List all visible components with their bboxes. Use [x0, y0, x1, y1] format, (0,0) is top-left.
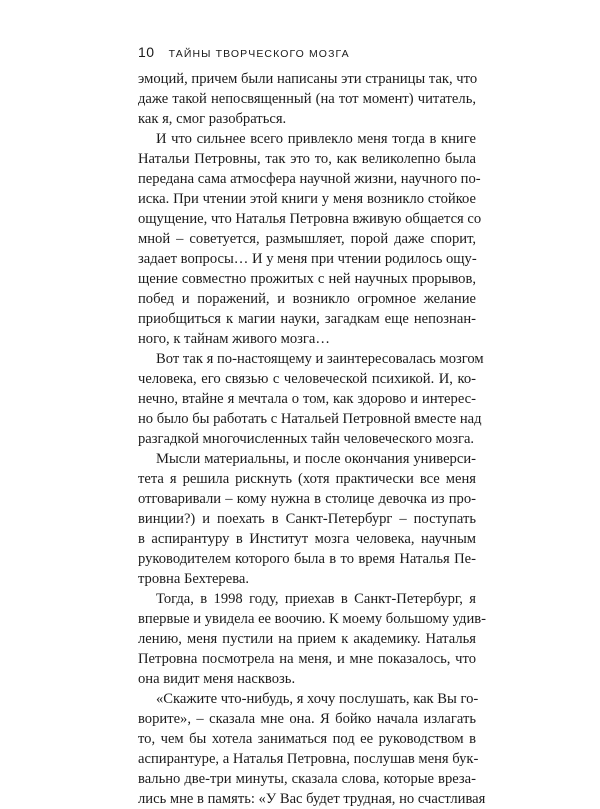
text-line: побед и поражений, и возникло огромное желание — [138, 291, 476, 307]
running-head-title: ТАЙНЫ ТВОРЧЕСКОГО МОЗГА — [168, 48, 350, 60]
running-head — [138, 44, 350, 60]
text-line: эмоций, причем были написаны эти страницы так, что — [138, 71, 478, 87]
text-line: тета я решила рискнуть (хотя практически все меня — [138, 471, 476, 487]
text-line: то, чем бы хотела заниматься под ее руководством в — [138, 731, 476, 747]
text-line: как я, смог разобраться. — [138, 111, 287, 127]
text-line: Мысли материальны, и после окончания универси- — [156, 451, 476, 467]
text-line: «Скажите что-нибудь, я хочу послушать, как Вы го- — [156, 691, 479, 707]
text-line: разгадкой многочисленных тайн человеческого мозга. — [138, 431, 475, 447]
text-line: ного, к тайнам живого мозга… — [138, 331, 330, 347]
text-line: иска. При чтении этой книги у меня возникло стойкое — [138, 191, 476, 207]
text-line: она видит меня насквозь. — [138, 671, 296, 687]
text-line: И что сильнее всего привлекло меня тогда в книге — [156, 131, 476, 147]
text-line: лению, меня пустили на прием к академику. Наталья — [138, 631, 476, 647]
text-line: лись мне в память: «У Вас будет трудная, но счастливая — [138, 791, 486, 807]
text-line: Вот так я по-настоящему и заинтересовалась мозгом — [156, 351, 484, 367]
text-line: Натальи Петровны, так это то, как великолепно была — [138, 151, 476, 167]
text-line: тровна Бехтерева. — [138, 571, 250, 587]
text-line: человека, его связью с человеческой психикой. И, ко- — [138, 371, 476, 387]
text-line: впервые и увидела ее воочию. К моему большому удив- — [138, 611, 487, 627]
text-line: даже такой непосвященный (на тот момент) читатель, — [138, 91, 476, 107]
text-line: но было бы работать с Натальей Петровной вместе над — [138, 411, 482, 427]
page-number: 10 — [138, 44, 155, 60]
text-line: Петровна посмотрела на меня, и мне показалось, что — [138, 651, 476, 667]
body-text — [138, 69, 487, 809]
text-line: нечно, втайне я мечтала о том, как здорово и интерес- — [138, 391, 476, 407]
text-line: Тогда, в 1998 году, приехав в Санкт-Петербург, я — [156, 591, 476, 607]
text-line: ворите», – сказала мне она. Я бойко начала излагать — [138, 711, 476, 727]
text-line: вально две-три минуты, сказала слова, которые вреза- — [138, 771, 476, 787]
text-line: отговаривали – кому нужна в столице девочка из про- — [138, 491, 476, 507]
text-line: ощущение, что Наталья Петровна вживую общается со — [138, 211, 482, 227]
text-line: передана сама атмосфера научной жизни, научного по- — [138, 171, 481, 187]
text-line: мной – советуется, размышляет, порой даже спорит, — [138, 231, 476, 247]
text-line: задает вопросы… И у меня при чтении родилось ощу- — [138, 251, 477, 267]
text-line: руководителем которого была в то время Наталья Пе- — [138, 551, 476, 567]
text-line: в аспирантуру в Институт мозга человека, научным — [138, 531, 476, 547]
text-line: приобщиться к магии науки, загадкам еще непознан- — [138, 311, 476, 327]
text-line: аспирантуре, а Наталья Петровна, послушав меня бук- — [138, 751, 479, 767]
text-line: винции?) и поехать в Санкт-Петербург – поступать — [138, 511, 476, 527]
text-line: щение совместно прожитых с ней научных прорывов, — [138, 271, 476, 287]
